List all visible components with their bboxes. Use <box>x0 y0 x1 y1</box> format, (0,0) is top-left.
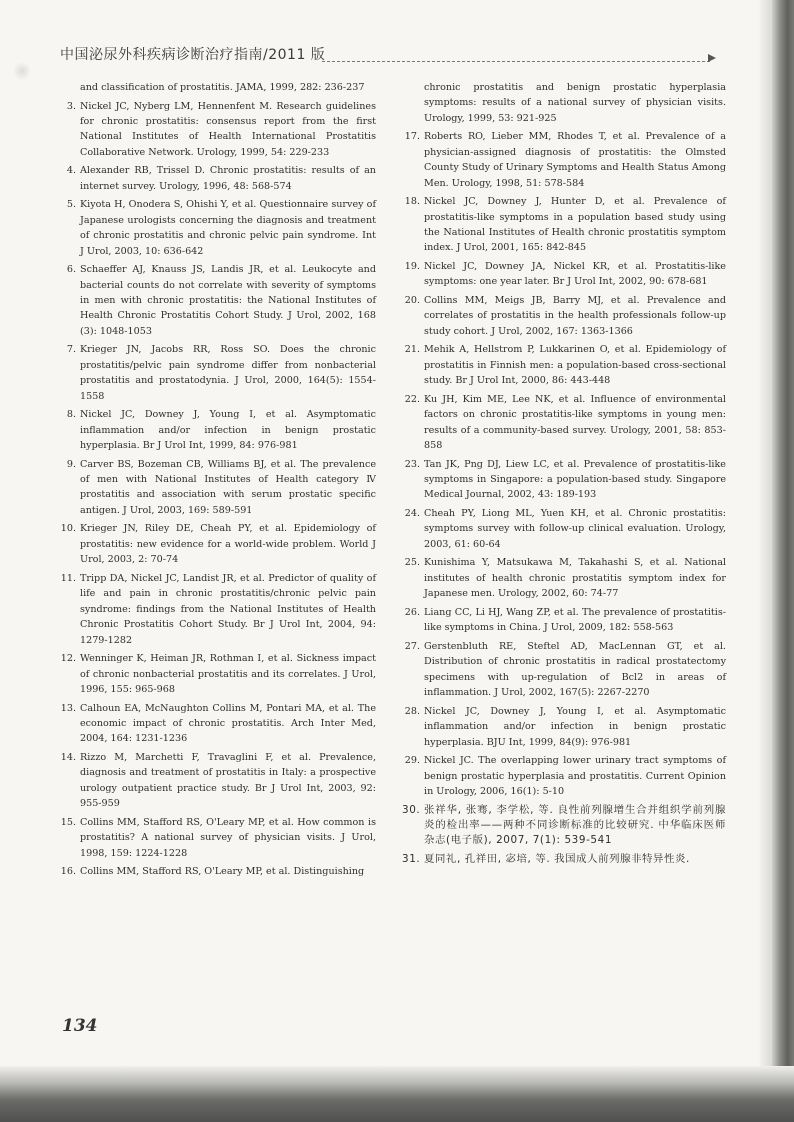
reference-text: Collins MM, Stafford RS, O'Leary MP, et al. How common is prostatitis? A national survey of physician visits. J Urol, 1998, 159: 1224-1228 <box>80 816 376 859</box>
reference-item <box>402 852 726 867</box>
reference-number: 23. <box>404 458 420 470</box>
reference-item <box>402 753 726 799</box>
reference-item <box>58 80 376 95</box>
reference-number: 28. <box>404 705 420 717</box>
reference-number: 3. <box>66 100 76 112</box>
reference-number: 7. <box>66 344 76 356</box>
reference-number: 12. <box>60 653 76 665</box>
reference-number: 20. <box>404 295 420 307</box>
reference-item <box>58 163 376 194</box>
reference-number: 9. <box>66 458 76 470</box>
reference-number: 18. <box>404 196 420 208</box>
reference-number: 16. <box>60 866 76 878</box>
reference-item <box>58 815 376 861</box>
reference-text: chronic prostatitis and benign prostatic hyperplasia symptoms: results of a national survey of physician visits. Urology, 1999, 53: 921-925 <box>424 82 726 124</box>
reference-text: Carver BS, Bozeman CB, Williams BJ, et al. The prevalence of men with National Institutes of Health category Ⅳ prostatitis and association with serum prostatic specific antigen. J Urol, 2003, 169: 589-591 <box>80 458 376 516</box>
reference-number: 31. <box>402 852 421 865</box>
reference-item <box>402 80 726 126</box>
reference-text: Collins MM, Stafford RS, O'Leary MP, et al. Distinguishing <box>80 866 365 878</box>
reference-number: 25. <box>404 557 420 569</box>
page-number: 134 <box>62 1016 98 1036</box>
reference-text: Mehik A, Hellstrom P, Lukkarinen O, et al. Epidemiology of prostatitis in Finnish men: a population-based cross-sectional study. Br J Urol Int, 2000, 86: 443-448 <box>424 344 726 387</box>
reference-number: 17. <box>404 131 420 143</box>
binding-shadow <box>758 0 772 1122</box>
reference-text: Tripp DA, Nickel JC, Landist JR, et al. Predictor of quality of life and pain in chronic prostatitis/chronic pelvic pain syndrome: findings from the National Institutes of Health Chronic Prostatitis Cohort Study. Br J Urol Int, 2004, 94: 1279-1282 <box>80 572 376 646</box>
reference-text: Nickel JC, Nyberg LM, Hennenfent M. Research guidelines for chronic prostatitis: consensus report from the first National Institutes of Health International Prostatitis Collaborative Network. Urology, 1999, 54: 229-233 <box>80 100 376 158</box>
reference-item <box>58 750 376 812</box>
reference-item <box>58 407 376 453</box>
reference-number: 11. <box>60 572 76 584</box>
reference-text: Kiyota H, Onodera S, Ohishi Y, et al. Questionnaire survey of Japanese urologists concerning the diagnosis and treatment of chronic prostatitis and chronic pelvic pain syndrome. Int J Urol, 2003, 10: 636-642 <box>80 199 376 257</box>
reference-text: and classification of prostatitis. JAMA, 1999, 282: 236-237 <box>80 82 365 93</box>
reference-item <box>58 571 376 648</box>
book-spine-edge <box>772 0 794 1122</box>
scan-bottom-edge <box>0 1066 794 1122</box>
reference-number: 19. <box>404 261 420 273</box>
reference-number: 24. <box>404 508 420 520</box>
header-title: 中国泌尿外科疾病诊断治疗指南/2011 版 <box>60 47 326 63</box>
reference-number: 14. <box>60 751 76 763</box>
reference-item <box>402 506 726 552</box>
reference-text: 张祥华, 张骞, 李学松, 等. 良性前列腺增生合并组织学前列腺炎的检出率——两种不同诊断标准的比较研究. 中华临床医师杂志(电子版), 2007, 7(1): 539-541 <box>424 803 726 847</box>
reference-text: Nickel JC, Downey J, Young I, et al. Asymptomatic inflammation and/or infection in benign prostatic hyperplasia. Br J Urol Int, 1999, 84: 976-981 <box>80 409 376 452</box>
reference-number: 22. <box>404 393 420 405</box>
reference-text: Ku JH, Kim ME, Lee NK, et al. Influence of environmental factors on chronic prostatitis-like symptoms in young men: results of a community-based survey. Urology, 2001, 58: 853-858 <box>424 393 726 452</box>
reference-text: Liang CC, Li HJ, Wang ZP, et al. The prevalence of prostatitis-like symptoms in China. J Urol, 2009, 182: 558-563 <box>424 606 726 634</box>
reference-number: 26. <box>404 606 420 618</box>
reference-text: Gerstenbluth RE, Steftel AD, MacLennan GT, et al. Distribution of chronic prostatitis in radical prostatectomy specimens with up-regulation of Bcl2 in areas of inflammation. J Urol, 2002, 167(5): 2267-2270 <box>424 640 726 699</box>
reference-column-right <box>402 80 726 871</box>
reference-item <box>58 342 376 404</box>
reference-item <box>58 651 376 697</box>
reference-number: 13. <box>60 702 76 714</box>
reference-item <box>402 342 726 388</box>
reference-text: Collins MM, Meigs JB, Barry MJ, et al. Prevalence and correlates of prostatitis in the health professionals follow-up study cohort. J Urol, 2002, 167: 1363-1366 <box>424 295 726 337</box>
reference-text: Calhoun EA, McNaughton Collins M, Pontari MA, et al. The economic impact of chronic prostatitis. Arch Inter Med, 2004, 164: 1231-1236 <box>80 702 376 745</box>
binder-hole-shadow <box>14 60 30 82</box>
reference-number: 30. <box>402 803 421 816</box>
reference-number: 15. <box>60 816 76 828</box>
reference-text: Roberts RO, Lieber MM, Rhodes T, et al. Prevalence of a physician-assigned diagnosis of prostatitis: the Olmsted County Study of Urinary Symptoms and Health Status Among Men. Urology, 1998, 51: 578-584 <box>424 131 726 189</box>
reference-item <box>58 521 376 567</box>
header-arrow-icon <box>708 54 716 62</box>
reference-item <box>402 392 726 454</box>
reference-text: Cheah PY, Liong ML, Yuen KH, et al. Chronic prostatitis: symptoms survey with follow-up clinical evaluation. Urology, 2003, 61: 60-64 <box>424 508 726 550</box>
reference-item <box>58 99 376 161</box>
reference-text: Nickel JC, Downey J, Young I, et al. Asymptomatic inflammation and/or infection in benign prostatic hyperplasia. BJU Int, 1999, 84(9): 976-981 <box>424 705 726 748</box>
reference-number: 6. <box>66 264 76 276</box>
reference-number: 4. <box>66 165 76 177</box>
reference-text: Krieger JN, Jacobs RR, Ross SO. Does the chronic prostatitis/pelvic pain syndrome differ from nonbacterial prostatitis and prostatodynia. J Urol, 2000, 164(5): 1554-1558 <box>80 344 376 402</box>
reference-item <box>402 605 726 636</box>
reference-item <box>58 262 376 339</box>
reference-text: Nickel JC. The overlapping lower urinary tract symptoms of benign prostatic hyperplasia and prostatitis. Current Opinion in Urology, 2006, 16(1): 5-10 <box>424 755 726 797</box>
reference-number: 10. <box>60 523 76 535</box>
reference-number: 29. <box>404 755 420 767</box>
reference-item <box>402 194 726 256</box>
reference-number: 21. <box>404 344 420 356</box>
reference-item <box>402 639 726 701</box>
reference-item <box>58 701 376 747</box>
reference-item <box>58 864 376 879</box>
reference-text: Rizzo M, Marchetti F, Travaglini F, et al. Prevalence, diagnosis and treatment of prostatitis in Italy: a prospective urology outpatient practice study. Br J Urol Int, 2003, 92: 955-959 <box>80 751 376 810</box>
reference-column-left <box>58 80 376 883</box>
reference-text: Nickel JC, Downey J, Hunter D, et al. Prevalence of prostatitis-like symptoms in a population based study using the National Institutes of Health chronic prostatitis symptom index. J Urol, 2001, 165: 842-845 <box>424 196 726 254</box>
reference-item <box>402 293 726 339</box>
reference-item <box>402 803 726 849</box>
reference-text: Kunishima Y, Matsukawa M, Takahashi S, et al. National institutes of health chronic prostatitis symptom index for Japanese men. Urology, 2002, 60: 74-77 <box>424 557 726 600</box>
reference-text: Krieger JN, Riley DE, Cheah PY, et al. Epidemiology of prostatitis: new evidence for a world-wide problem. World J Urol, 2003, 2: 70-74 <box>80 523 376 566</box>
reference-text: Tan JK, Png DJ, Liew LC, et al. Prevalence of prostatitis-like symptoms in Singapore: a population-based study. Singapore Medical Journal, 2002, 43: 189-193 <box>424 458 726 501</box>
header-dashed-rule <box>322 61 710 62</box>
reference-number: 8. <box>66 409 76 421</box>
reference-item <box>58 197 376 259</box>
reference-number: 5. <box>66 199 76 211</box>
reference-item <box>58 457 376 519</box>
reference-text: Wenninger K, Heiman JR, Rothman I, et al. Sickness impact of chronic nonbacterial prostatitis and its correlates. J Urol, 1996, 155: 965-968 <box>80 653 376 695</box>
reference-item <box>402 129 726 191</box>
running-header <box>60 44 720 68</box>
reference-item <box>402 457 726 503</box>
reference-item <box>402 259 726 290</box>
reference-number: 27. <box>404 640 420 652</box>
reference-item <box>402 555 726 601</box>
reference-text: Alexander RB, Trissel D. Chronic prostatitis: results of an internet survey. Urology, 1996, 48: 568-574 <box>80 165 376 192</box>
reference-text: Nickel JC, Downey JA, Nickel KR, et al. Prostatitis-like symptoms: one year later. Br J Urol Int, 2002, 90: 678-681 <box>424 261 726 288</box>
reference-text: Schaeffer AJ, Knauss JS, Landis JR, et al. Leukocyte and bacterial counts do not correlate with severity of symptoms in men with chronic prostatitis: the National Institutes of Health Chronic Prostatitis Cohort Study. J Urol, 2002, 168 (3): 1048-1053 <box>80 264 376 337</box>
reference-text: 夏同礼, 孔祥田, 宓培, 等. 我国成人前列腺非特异性炎. <box>424 852 690 865</box>
reference-item <box>402 704 726 750</box>
